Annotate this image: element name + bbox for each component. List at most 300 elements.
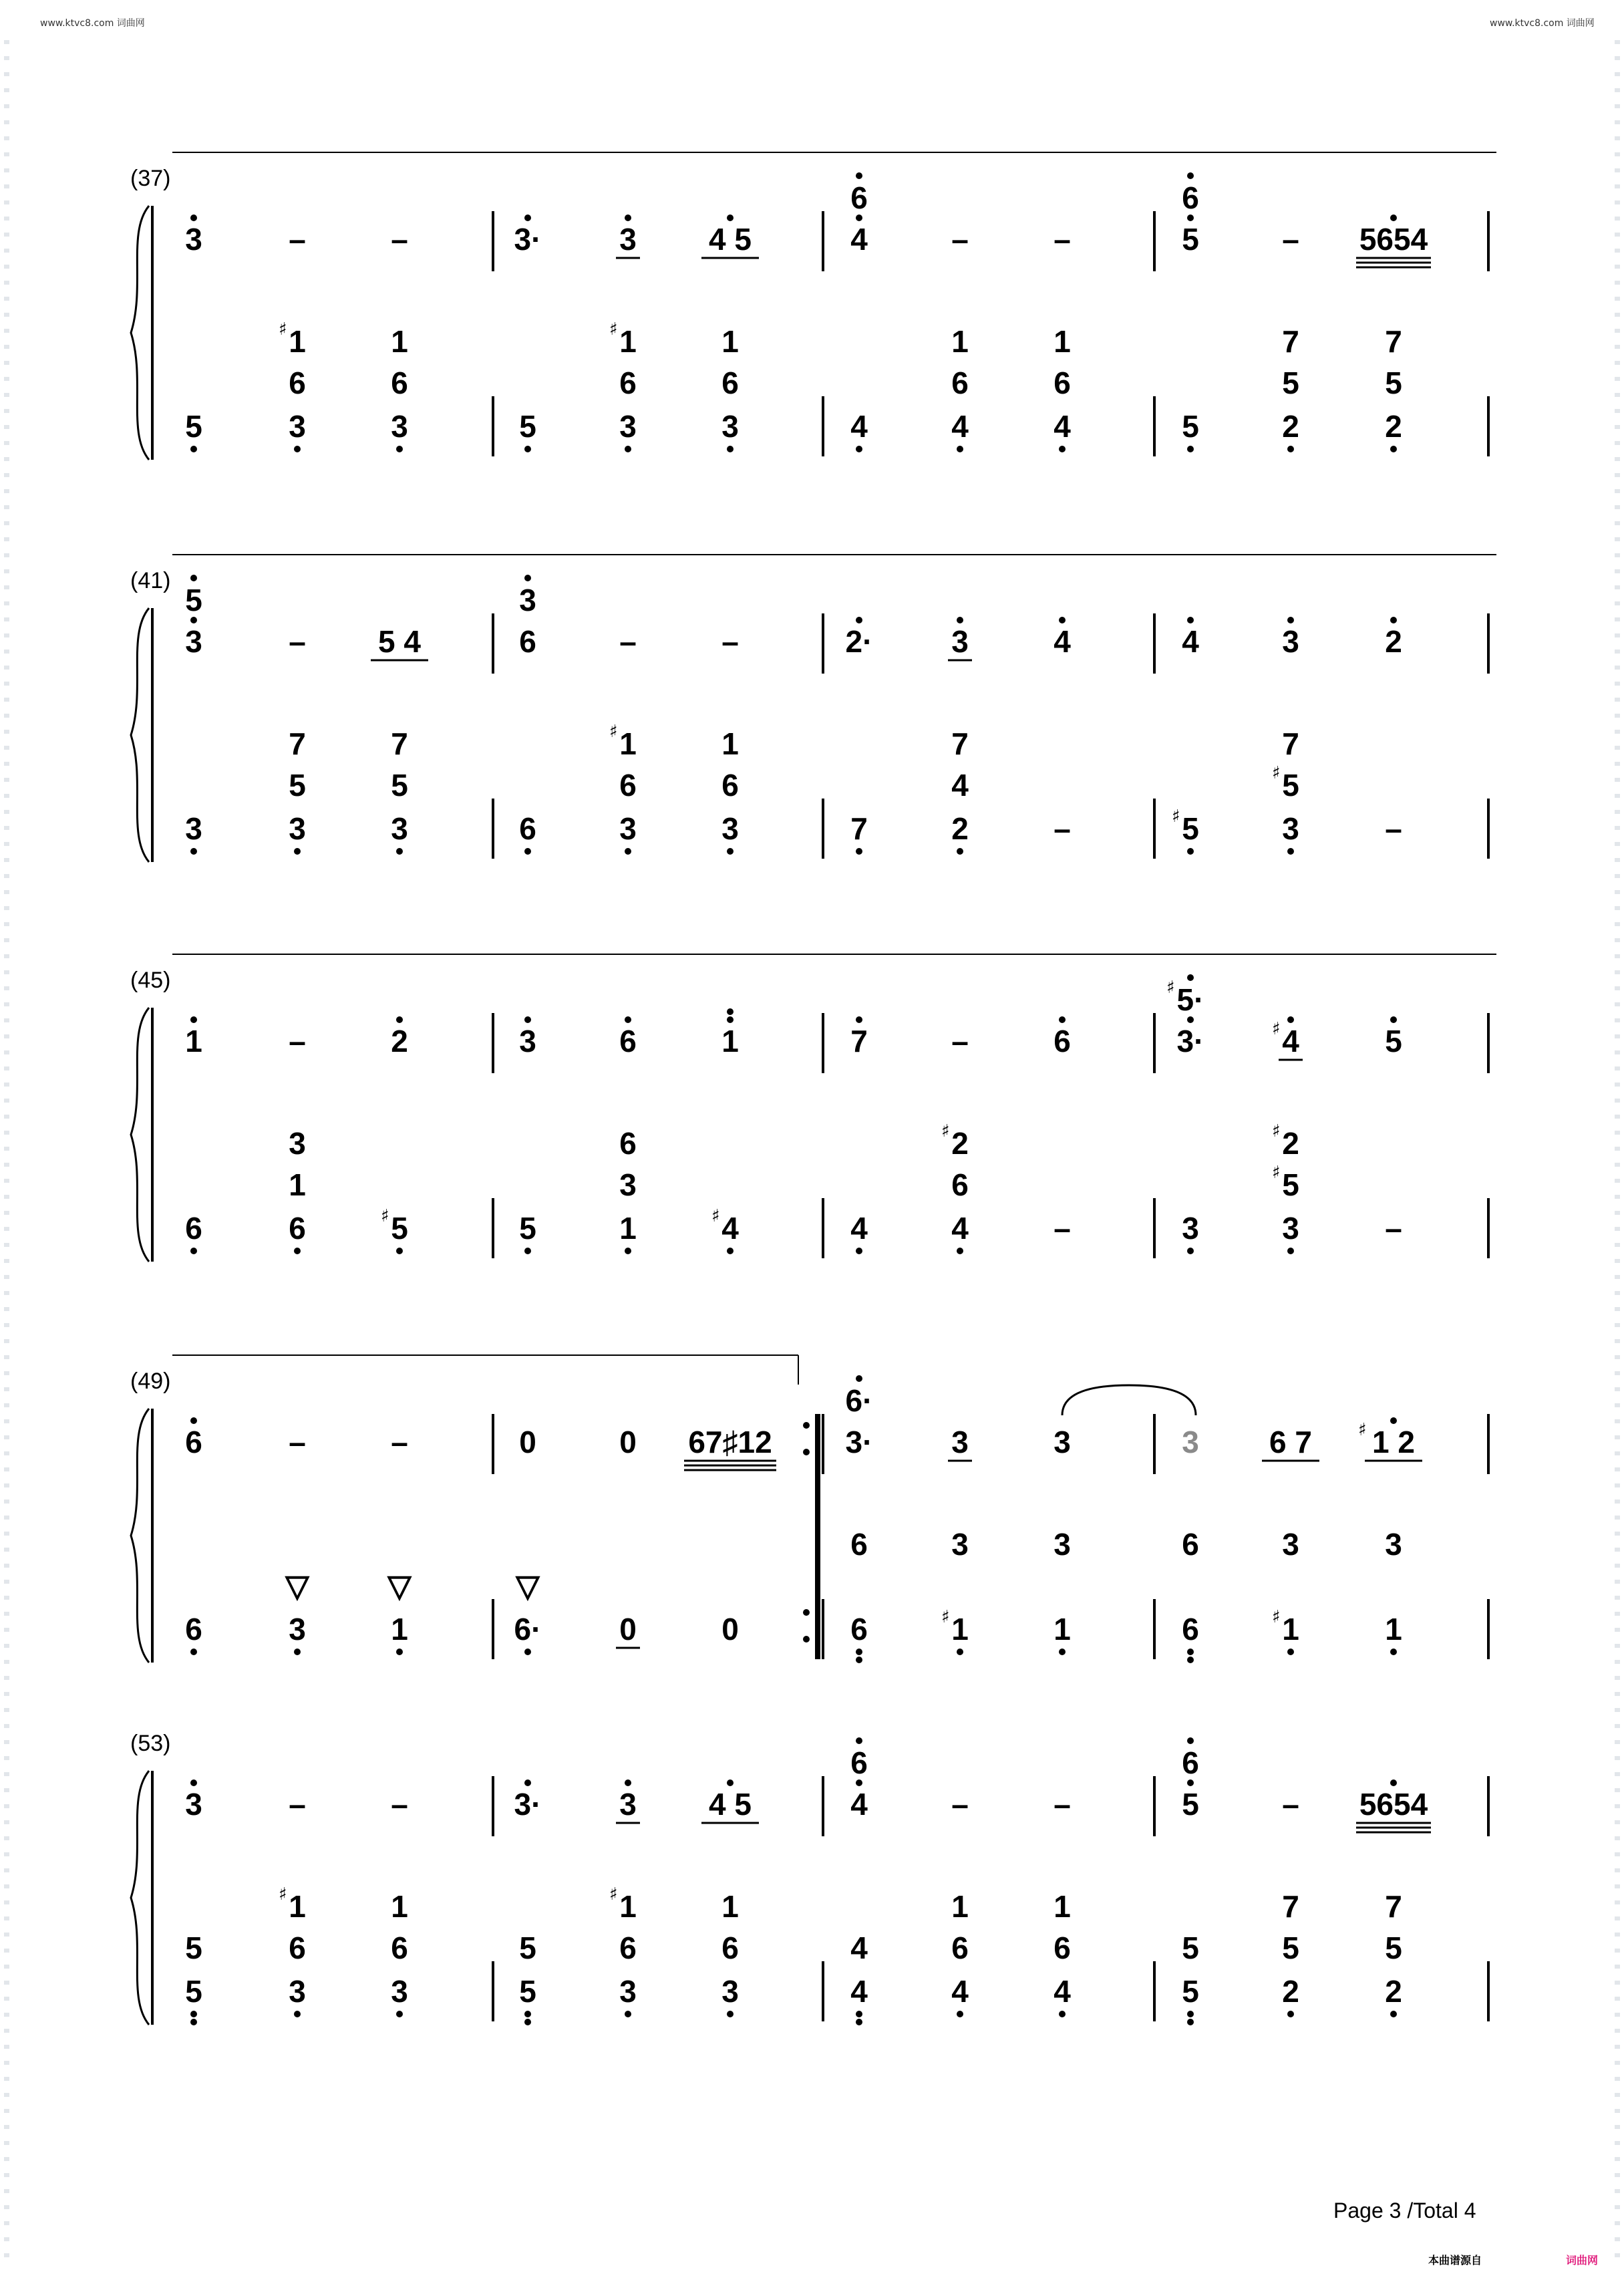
octave-dot-below [625,2011,631,2017]
bass-note: 5 [519,1211,536,1246]
measure-number: (53) [130,1731,171,1756]
system-4 [130,1355,1488,1663]
system-brace [131,1008,149,1262]
octave-dot-below [396,1248,403,1254]
bass-note: – [1053,1211,1071,1246]
melody-note: 1 [185,1024,202,1058]
octave-dot-below [1287,2011,1294,2017]
octave-dot-below [190,848,197,855]
bass-note: 4 [951,1974,969,2009]
measure-number: (37) [130,166,171,191]
acc-mid-note: 5 [1282,1167,1299,1202]
melody-note: 3 [185,222,202,257]
system-1 [130,152,1496,460]
octave-dot-above [524,215,531,221]
melody-note: 6 [1053,1024,1071,1058]
melody-note: – [289,1024,306,1058]
octave-dot-above [856,617,862,623]
acc-mid-note: 6 [951,1931,969,1965]
octave-dot-below [625,1248,631,1254]
acc-mid-note: 6 [721,768,739,803]
acc-top-note: 3 [1053,1527,1071,1562]
bar [185,575,428,855]
bass-note: 3 [185,811,202,846]
chord-upper-note: 6 [1182,180,1199,215]
bass-note: 3 [289,811,306,846]
octave-dot-above [625,1016,631,1023]
octave-dot-above [1187,215,1194,221]
melody-note: 4 [850,1787,868,1822]
header-right: www.ktvc8.com 词曲网 [1490,18,1595,29]
octave-dot-above [1390,215,1397,221]
octave-dot-above [727,215,734,221]
melody-note: – [391,1425,408,1459]
acc-mid-note: ▽ [285,1568,309,1603]
octave-dot-above [190,215,197,221]
melody-note: 3 [619,222,637,257]
octave-dot-above [190,575,197,581]
acc-top-note: 1 [1053,1889,1071,1924]
octave-dot-above [727,1779,734,1786]
bar [850,172,1071,452]
bass-note: 4 [850,1211,868,1246]
bar [846,1375,1071,1663]
octave-dot-below [856,2019,862,2025]
bass-note: 5 [1182,811,1199,846]
octave-dot-above [1187,1779,1194,1786]
octave-dot-below [190,446,197,452]
bass-note: 6 [185,1612,202,1647]
acc-top-note: 1 [391,1889,408,1924]
sharp-sign: ♯ [279,319,287,339]
bass-note: 2 [1282,409,1299,444]
acc-mid-note: 5 [1385,366,1402,400]
chord-upper-note: 5 [185,583,202,617]
bass-note: 3 [391,409,408,444]
sharp-sign: ♯ [609,1884,618,1904]
melody-note: 4 5 [709,222,752,257]
measure-number: (41) [130,568,171,593]
octave-dot-below [524,848,531,855]
melody-note: – [1053,222,1071,257]
octave-dot-below [190,1248,197,1254]
octave-dot-below [856,446,862,452]
octave-dot-below [1187,1657,1194,1663]
bar [514,215,759,452]
octave-dot-above [524,575,531,581]
bass-note: 4 [1053,409,1071,444]
sharp-sign: ♯ [1272,1019,1281,1039]
octave-dot-above [1187,1016,1194,1023]
octave-dot-below [524,1649,531,1655]
melody-note: 3· [1176,1024,1204,1058]
octave-dot-below [957,1248,963,1254]
bass-note: 7 [850,811,868,846]
melody-note: 7 [850,1024,868,1058]
chord-upper-note: 6 [850,180,868,215]
octave-dot-above [856,215,862,221]
octave-dot-below [957,446,963,452]
octave-dot-below [856,2011,862,2017]
melody-note: 3· [514,222,542,257]
melody-note: 4 [1053,624,1071,659]
octave-dot-above [1059,1016,1066,1023]
acc-top-note: 7 [951,726,969,761]
melody-note: 6 [185,1425,202,1459]
bass-note: – [1053,811,1071,846]
acc-top-note: 1 [391,324,408,359]
bass-note: 3 [289,409,306,444]
acc-top-note: 2 [951,1126,969,1161]
octave-dot-below [190,2011,197,2017]
acc-top-note: 7 [1282,324,1299,359]
octave-dot-below [1187,848,1194,855]
octave-dot-below [524,2011,531,2017]
melody-note: – [391,1787,408,1822]
acc-mid-note: 5 [391,768,408,803]
melody-note: 3 [185,624,202,659]
melody-note: 67♯12 [688,1425,772,1459]
sharp-sign: ♯ [941,1607,950,1627]
bass-note: 6 [519,811,536,846]
acc-top-note: 1 [289,1889,306,1924]
acc-top-note: 3 [1385,1527,1402,1562]
tie-arc [1062,1385,1196,1415]
bar [1172,617,1402,855]
octave-dot-above [1059,617,1066,623]
octave-dot-above [1187,617,1194,623]
melody-note: – [1282,1787,1299,1822]
acc-top-note: 7 [391,726,408,761]
melody-note: 1 [721,1024,739,1058]
octave-dot-above [1390,617,1397,623]
octave-dot-above [1390,1779,1397,1786]
octave-dot-above [190,617,197,623]
bass-note: 6 [850,1612,868,1647]
acc-mid-note: 4 [850,1931,868,1965]
octave-dot-below [1187,1649,1194,1655]
bar [514,1425,776,1655]
melody-note: 3 [619,1787,637,1822]
acc-mid-note: 6 [721,366,739,400]
acc-mid-note: ▽ [387,1568,412,1603]
measure-number: (45) [130,968,171,993]
sharp-sign: ♯ [1358,1420,1367,1440]
acc-mid-note: 6 [1053,366,1071,400]
octave-dot-below [294,2011,301,2017]
octave-dot-above [524,1016,531,1023]
acc-top-note: 7 [1385,1889,1402,1924]
bass-note: 4 [951,1211,969,1246]
melody-note: – [721,624,739,659]
octave-dot-below [524,446,531,452]
bass-note: 1 [1385,1612,1402,1647]
octave-dot-below [1287,1248,1294,1254]
octave-dot-below [1187,2011,1194,2017]
bar [185,1417,412,1655]
sharp-sign: ♯ [1272,1121,1281,1141]
octave-dot-below [396,446,403,452]
octave-dot-above [190,1016,197,1023]
octave-dot-below [1059,1649,1066,1655]
octave-dot-below [727,446,734,452]
sharp-sign: ♯ [941,1121,950,1141]
octave-dot-below [727,848,734,855]
melody-note: 0 [519,1425,536,1459]
bass-note: 4 [1053,1974,1071,2009]
bass-note: 5 [185,409,202,444]
octave-dot-above [856,1779,862,1786]
chord-upper-note: 5· [1176,982,1204,1017]
chord-upper-note: 3 [519,583,536,617]
octave-dot-above [957,617,963,623]
bar [519,1008,739,1254]
bass-note: 3 [619,409,637,444]
octave-dot-below [190,2019,197,2025]
bass-note: 3 [1282,1211,1299,1246]
sharp-sign: ♯ [381,1206,389,1226]
acc-top-note: 1 [619,324,637,359]
octave-dot-below [957,848,963,855]
bass-note: 0 [619,1612,637,1647]
melody-note: 4 5 [709,1787,752,1822]
bass-note: 5 [1182,409,1199,444]
bar [846,617,1072,855]
acc-top-note: 1 [619,1889,637,1924]
octave-dot-above [625,1779,631,1786]
bass-note: 3 [619,1974,637,2009]
melody-note: 5 [1385,1024,1402,1058]
octave-dot-below [1187,2019,1194,2025]
melody-note: 5 4 [378,624,421,659]
bass-note: 6 [289,1211,306,1246]
bass-note: 2 [1282,1974,1299,2009]
octave-dot-below [856,1248,862,1254]
octave-dot-below [524,1248,531,1254]
octave-dot-below [957,2011,963,2017]
octave-dot-above [856,1016,862,1023]
repeat-dot [803,1636,810,1643]
melody-note: – [951,1787,969,1822]
melody-note: – [289,624,306,659]
bass-note: 4 [850,409,868,444]
sharp-sign: ♯ [1172,807,1180,827]
acc-top-note: 7 [1385,324,1402,359]
system-2 [130,555,1496,862]
bar [1182,1737,1431,2025]
melody-note: 3· [514,1787,542,1822]
repeat-dot [803,1449,810,1455]
octave-dot-below [727,1248,734,1254]
acc-top-note: 1 [951,324,969,359]
octave-dot-below [1390,1649,1397,1655]
footer-site-logo: 词曲网 [1566,2254,1599,2267]
bass-note: – [1385,1211,1402,1246]
octave-dot-below [1059,446,1066,452]
acc-top-note: 3 [289,1126,306,1161]
bass-note: 4 [951,409,969,444]
acc-mid-note: 6 [619,768,637,803]
octave-dot-below [957,1649,963,1655]
sharp-sign: ♯ [1166,978,1175,998]
melody-note: – [289,1787,306,1822]
bass-note: 5 [1182,1974,1199,2009]
melody-note: 3 [1282,624,1299,659]
melody-note: 0 [619,1425,637,1459]
octave-dot-below [294,1649,301,1655]
melody-note: – [619,624,637,659]
measure-number: (49) [130,1369,171,1394]
octave-dot-below [1390,446,1397,452]
sharp-sign: ♯ [609,722,618,742]
melody-note: 6 [519,624,536,659]
acc-top-note: 3 [951,1527,969,1562]
acc-top-note: 1 [619,726,637,761]
bass-note: 3 [289,1974,306,2009]
acc-mid-note: 6 [1053,1931,1071,1965]
melody-note: 2· [845,624,873,659]
bass-note: 3 [289,1612,306,1647]
melody-note: 5654 [1359,222,1428,257]
acc-top-note: 6 [1182,1527,1199,1562]
bass-note: 3 [619,811,637,846]
system-brace [131,1409,149,1663]
melody-note: 5 [1182,222,1199,257]
melody-note: 3· [845,1425,873,1459]
octave-dot-below [294,848,301,855]
bass-note: 1 [951,1612,969,1647]
bass-note: 5 [519,1974,536,2009]
acc-top-note: 2 [1282,1126,1299,1161]
octave-dot-above [1187,974,1194,981]
octave-dot-below [1390,2011,1397,2017]
acc-mid-note: 5 [1385,1931,1402,1965]
acc-top-note: 1 [289,324,306,359]
sharp-sign: ♯ [279,1884,287,1904]
melody-note: 3 [519,1024,536,1058]
octave-dot-above [856,1375,862,1382]
chord-upper-note: 6 [850,1745,868,1780]
melody-note: – [951,1024,969,1058]
acc-top-note: 7 [1282,726,1299,761]
melody-note: – [1282,222,1299,257]
system-brace [131,608,149,862]
bass-note: 3 [391,811,408,846]
footer-source-text: 本曲谱源自 [1428,2254,1482,2267]
acc-mid-note: 5 [1282,366,1299,400]
sharp-sign: ♯ [609,319,618,339]
acc-top-note: 1 [1053,324,1071,359]
octave-dot-below [396,848,403,855]
bar [1166,974,1402,1254]
repeat-dot [803,1422,810,1429]
bass-note: – [1385,811,1402,846]
acc-mid-note: 5 [1282,768,1299,803]
sharp-sign: ♯ [711,1206,720,1226]
acc-mid-note: 6 [721,1931,739,1965]
bass-note: 3 [721,409,739,444]
bass-note: 3 [721,811,739,846]
octave-dot-below [1287,446,1294,452]
octave-dot-below [1187,1248,1194,1254]
octave-dot-above [727,1016,734,1023]
acc-mid-note: 6 [951,1167,969,1202]
melody-note: 3 [1182,1425,1199,1459]
bar [1182,1417,1422,1663]
bass-note: 3 [1182,1211,1199,1246]
bass-note: 2 [1385,1974,1402,2009]
melody-note: 4 [850,222,868,257]
octave-dot-below [856,1657,862,1663]
bass-note: 6 [185,1211,202,1246]
octave-dot-above [1287,617,1294,623]
bass-note: 1 [1053,1612,1071,1647]
acc-top-note: 7 [1282,1889,1299,1924]
octave-dot-below [625,848,631,855]
chord-upper-note: 6 [1182,1745,1199,1780]
octave-dot-below [396,1649,403,1655]
bass-note: 0 [721,1612,739,1647]
acc-mid-note: 1 [289,1167,306,1202]
sharp-sign: ♯ [1272,763,1281,783]
acc-top-note: 1 [721,1889,739,1924]
acc-mid-note: 3 [619,1167,637,1202]
system-5 [130,1731,1488,2025]
bass-note: 5 [519,409,536,444]
melody-note: 2 [1385,624,1402,659]
bar [185,1016,408,1254]
sharp-sign: ♯ [1272,1163,1281,1183]
bass-note: 5 [391,1211,408,1246]
melody-note: 3 [185,1787,202,1822]
sharp-sign: ♯ [1272,1607,1281,1627]
octave-dot-below [396,2011,403,2017]
bass-note: 3 [391,1974,408,2009]
octave-dot-below [1187,446,1194,452]
acc-top-note: 6 [619,1126,637,1161]
octave-dot-below [1059,2011,1066,2017]
bass-note: 1 [1282,1612,1299,1647]
acc-mid-note: ▽ [516,1568,540,1603]
bass-note: 5 [185,1974,202,2009]
acc-mid-note: 6 [391,366,408,400]
acc-mid-note: 5 [1282,1931,1299,1965]
acc-top-note: 1 [721,726,739,761]
system-3 [130,954,1496,1262]
acc-top-note: 6 [850,1527,868,1562]
bass-note: 6· [514,1612,542,1647]
acc-top-note: 1 [951,1889,969,1924]
acc-mid-note: 5 [289,768,306,803]
octave-dot-below [190,1649,197,1655]
bass-note: 4 [850,1974,868,2009]
bass-note: 1 [619,1211,637,1246]
acc-mid-note: 5 [185,1931,202,1965]
system-brace [131,1771,149,2025]
system-brace [131,206,149,460]
melody-note: 6 [619,1024,637,1058]
acc-top-note: 1 [721,324,739,359]
octave-dot-below [727,2011,734,2017]
page-number: Page 3 /Total 4 [1333,2198,1476,2223]
bass-note: 3 [1282,811,1299,846]
octave-dot-above [190,1417,197,1424]
octave-dot-above [1390,1417,1397,1424]
bar [185,215,408,452]
acc-mid-note: 6 [619,366,637,400]
melody-note: 5 [1182,1787,1199,1822]
melody-note: 1 2 [1372,1425,1415,1459]
